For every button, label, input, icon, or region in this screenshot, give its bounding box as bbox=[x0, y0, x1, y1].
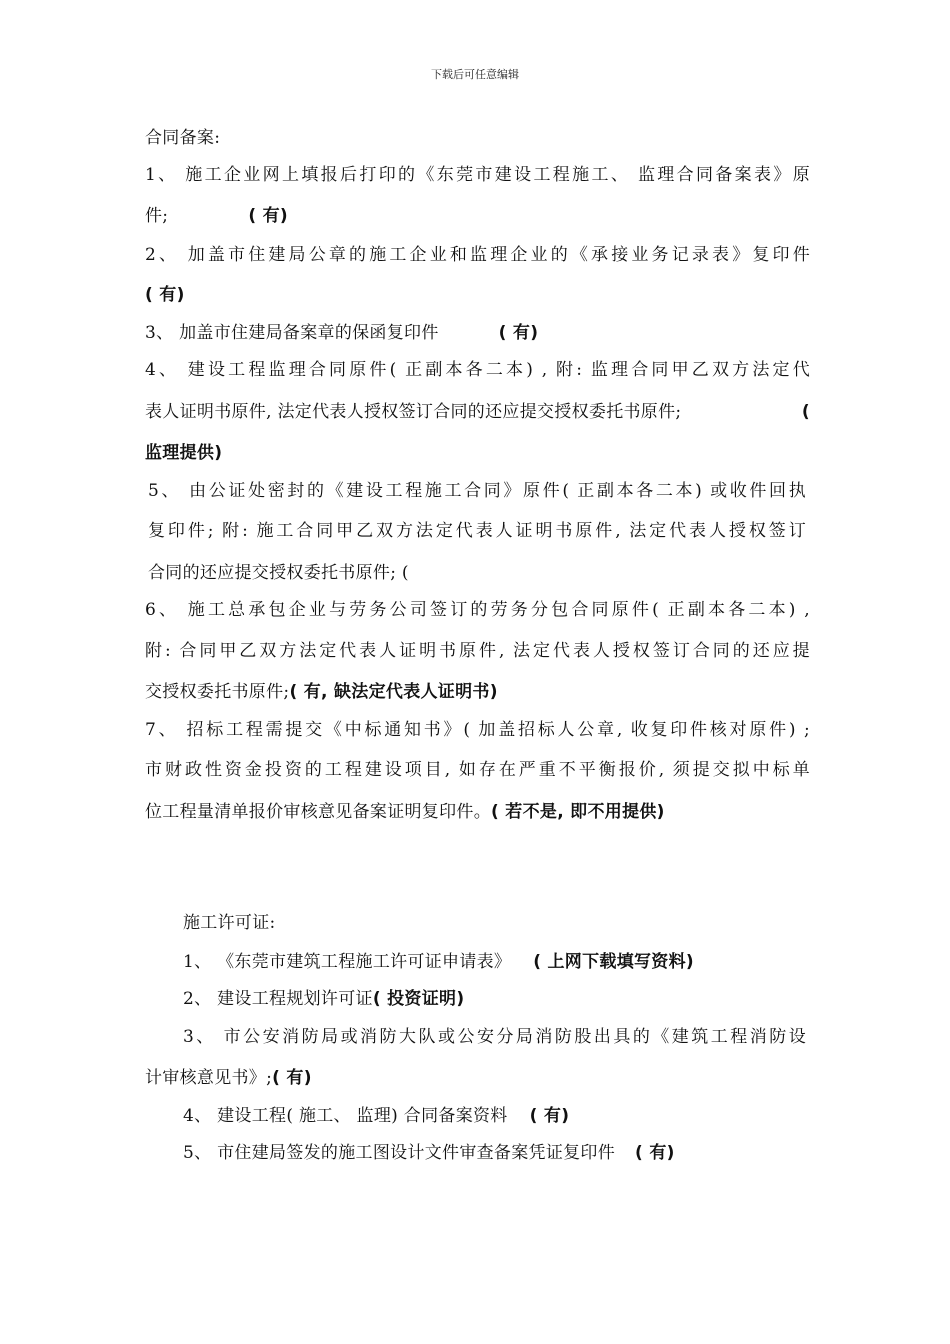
contract-item-6-line-2: 附: 合同甲乙双方法定代表人证明书原件, 法定代表人授权签订合同的还应提 bbox=[145, 641, 810, 661]
contract-item-4-line-1: 4、 建设工程监理合同原件( 正副本各二本) , 附: 监理合同甲乙双方法定代 bbox=[145, 360, 810, 380]
section-title-contract-filing: 合同备案: bbox=[145, 128, 221, 148]
contract-item-2-note: ( 有) bbox=[145, 285, 185, 305]
permit-item-1 bbox=[183, 950, 803, 974]
contract-item-6-note: ( 有, 缺法定代表人证明书) bbox=[289, 682, 498, 702]
permit-item-4 bbox=[183, 1104, 803, 1128]
permit-item-5-text: 5、 市住建局签发的施工图设计文件审查备案凭证复印件 bbox=[183, 1143, 616, 1163]
section-title-construction-permit: 施工许可证: bbox=[183, 913, 276, 933]
contract-item-2-line-1: 2、 加盖市住建局公章的施工企业和监理企业的《承接业务记录表》复印件 bbox=[145, 245, 810, 265]
contract-item-7-note: ( 若不是, 即不用提供) bbox=[491, 802, 665, 822]
permit-item-5-note: ( 有) bbox=[635, 1143, 675, 1163]
contract-item-6-line-3 bbox=[145, 680, 810, 704]
contract-item-6-line-1: 6、 施工总承包企业与劳务公司签订的劳务分包合同原件( 正副本各二本) , bbox=[145, 600, 810, 620]
contract-item-4-note-open: ( bbox=[801, 402, 810, 422]
permit-item-4-text: 4、 建设工程( 施工、 监理) 合同备案资料 bbox=[183, 1106, 508, 1126]
permit-item-3-note: ( 有) bbox=[272, 1068, 312, 1088]
permit-item-1-note: ( 上网下载填写资料) bbox=[533, 952, 694, 972]
contract-item-1-text: 件; bbox=[145, 206, 169, 226]
permit-item-3-line-1: 3、 市公安消防局或消防大队或公安分局消防股出具的《建筑工程消防设 bbox=[183, 1027, 806, 1047]
contract-item-1-line-2 bbox=[145, 204, 810, 228]
contract-item-1-line-1: 1、 施工企业网上填报后打印的《东莞市建设工程施工、 监理合同备案表》原 bbox=[145, 165, 810, 185]
permit-item-5 bbox=[183, 1141, 803, 1165]
page-header: 下载后可任意编辑 bbox=[431, 68, 519, 81]
contract-item-4-text: 表人证明书原件, 法定代表人授权签订合同的还应提交授权委托书原件; bbox=[145, 402, 682, 422]
contract-item-7-line-3 bbox=[145, 800, 810, 824]
contract-item-3 bbox=[145, 321, 810, 345]
contract-item-6-text: 交授权委托书原件; bbox=[145, 682, 290, 702]
contract-item-5-line-2: 复印件; 附: 施工合同甲乙双方法定代表人证明书原件, 法定代表人授权签订 bbox=[148, 521, 806, 541]
permit-item-4-note: ( 有) bbox=[529, 1106, 570, 1126]
permit-item-1-text: 1、 《东莞市建筑工程施工许可证申请表》 bbox=[183, 952, 512, 972]
permit-item-3-text: 计审核意见书》; bbox=[145, 1068, 273, 1088]
contract-item-4-note: 监理提供) bbox=[145, 443, 223, 463]
permit-item-2-note: ( 投资证明) bbox=[372, 989, 465, 1009]
permit-item-2 bbox=[183, 987, 803, 1011]
contract-item-7-line-1: 7、 招标工程需提交《中标通知书》( 加盖招标人公章, 收复印件核对原件) ; bbox=[145, 720, 810, 740]
contract-item-3-text: 3、 加盖市住建局备案章的保函复印件 bbox=[145, 323, 439, 343]
contract-item-7-text: 位工程量清单报价审核意见备案证明复印件。 bbox=[145, 802, 491, 822]
contract-item-3-note: ( 有) bbox=[498, 323, 539, 343]
contract-item-1-note: ( 有) bbox=[248, 206, 288, 226]
permit-item-2-text: 2、 建设工程规划许可证 bbox=[183, 989, 373, 1009]
permit-item-3-line-2 bbox=[145, 1066, 810, 1090]
contract-item-4-line-2 bbox=[145, 400, 810, 424]
contract-item-5-line-3: 合同的还应提交授权委托书原件; ( bbox=[148, 563, 409, 583]
contract-item-7-line-2: 市财政性资金投资的工程建设项目, 如存在严重不平衡报价, 须提交拟中标单 bbox=[145, 760, 810, 780]
contract-item-5-line-1: 5、 由公证处密封的《建设工程施工合同》原件( 正副本各二本) 或收件回执 bbox=[148, 481, 806, 501]
